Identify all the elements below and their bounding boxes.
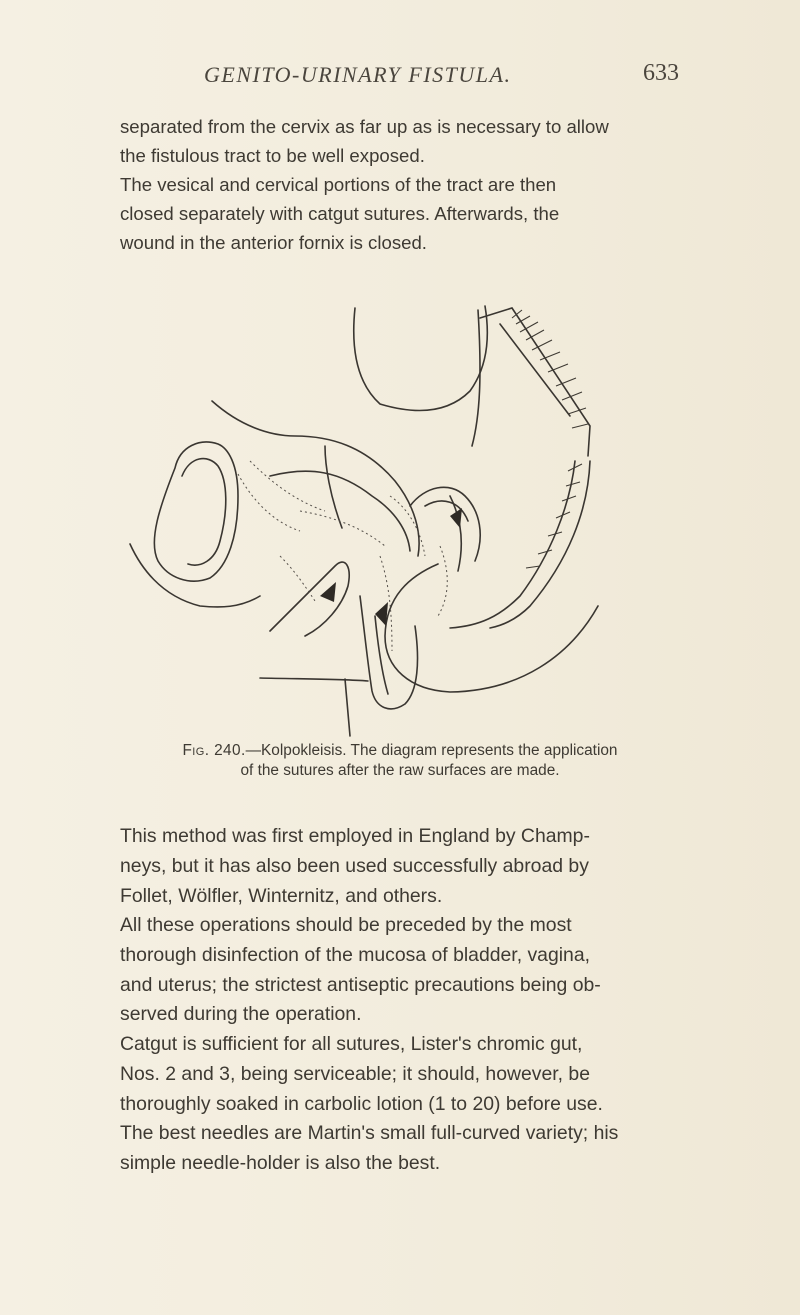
text-line: and uterus; the strictest antiseptic precautions being ob- (120, 973, 601, 996)
hatch-6 (438, 546, 447, 616)
text-line: The best needles are Martin's small full-curved variety; his (120, 1122, 619, 1145)
text-line: neys, but it has also been used successfully abroad by (120, 854, 589, 877)
text-line: Follet, Wölfler, Winternitz, and others. (120, 884, 443, 907)
hatch-1 (238, 474, 300, 531)
running-title: GENITO-URINARY FISTULA. (204, 62, 512, 87)
intro-paragraph-continued (120, 112, 685, 170)
uterus-loop (212, 401, 419, 556)
anatomical-diagram-svg (120, 296, 620, 746)
paragraph-disinfection (120, 911, 685, 1030)
rectum-inner (490, 461, 590, 628)
intro-paragraph-sutures (120, 170, 685, 257)
bladder-inner (182, 459, 226, 566)
anterior-curve (325, 446, 342, 528)
text-line: thorough disinfection of the mucosa of bladder, vagina, (120, 943, 590, 966)
caption-text-1: —Kolpokleisis. The diagram represents the application (245, 742, 618, 759)
text-line: All these operations should be preceded by the most (120, 914, 572, 936)
text-line: simple needle-holder is also the best. (120, 1152, 441, 1175)
sacrum-inner (500, 324, 570, 416)
uterus-loop-inner (270, 471, 410, 551)
text-line: thoroughly soaked in carbolic lotion (1 to 20) before use. (120, 1092, 603, 1115)
sacrum-outline (480, 308, 590, 456)
bladder-wall-left (130, 544, 260, 607)
cervix-curve (410, 487, 480, 561)
hatch-4 (280, 556, 315, 601)
perineum-line-2 (345, 679, 350, 736)
text-line: separated from the cervix as far up as is necessary to allow (120, 116, 609, 137)
hatch-2 (250, 461, 325, 511)
running-head (0, 62, 800, 102)
pubic-outline (270, 562, 349, 636)
spine-left-line (472, 310, 480, 446)
text-line: wound in the anterior fornix is closed. (120, 232, 427, 253)
text-line: closed separately with catgut sutures. Afterwards, the (120, 203, 560, 224)
text-line: served during the operation. (120, 1003, 362, 1026)
perineum-line (260, 678, 368, 681)
uterus-upper-outline (354, 306, 488, 410)
text-line: Catgut is sufficient for all sutures, Lister's chromic gut, (120, 1033, 583, 1055)
text-line: Nos. 2 and 3, being serviceable; it should, however, be (120, 1062, 590, 1085)
caption-line-2: of the sutures after the raw surfaces are made. (240, 762, 560, 779)
caption-line-1 (120, 741, 680, 761)
text-line: The vesical and cervical portions of the tract are then (120, 174, 557, 195)
paragraph-catgut (120, 1030, 685, 1179)
suture-mark-1 (320, 582, 336, 602)
hatch-5 (380, 556, 392, 651)
page-number: 633 (643, 60, 679, 86)
rectum-outline (450, 461, 575, 628)
text-line: This method was first employed in England by Champ- (120, 825, 590, 847)
paragraph-method (120, 822, 685, 911)
suture-mark-2 (375, 602, 388, 626)
text-line: the fistulous tract to be well exposed. (120, 145, 425, 166)
figure-caption (120, 741, 680, 781)
figure-label: Fig. 240. (182, 742, 246, 759)
sacrum-hatch-3 (526, 464, 582, 568)
kolpokleisis-diagram (120, 296, 620, 746)
